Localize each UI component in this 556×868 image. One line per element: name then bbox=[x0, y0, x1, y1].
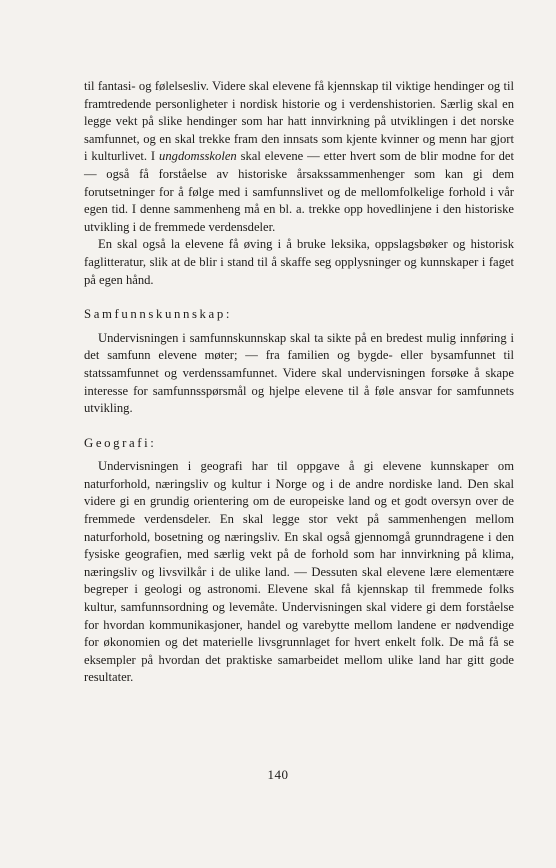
heading-samfunnskunnskap: Samfunnskunnskap: bbox=[84, 307, 232, 322]
page-body bbox=[84, 78, 514, 687]
history-paragraph-2: En skal også la elevene få øving i å bruke leksika, oppslagsbøker og historisk faglitteratur, slik at de blir i stand til å skaffe seg opplysninger og kunnskaper i faget på egen hånd. bbox=[84, 237, 514, 287]
history-paragraph-1: til fantasi- og følelsesliv. Videre skal elevene få kjennskap til viktige hendinger og til framtredende personligheter i nordisk historie og i verdenshistorien. Særlig skal en legge vekt på slike hendinger som har hatt innvirkning på utviklingen i det norske samfunnet, og en skal trekke fram den innsats som kjente kvinner og menn har gjort i kulturlivet. I ungdomsskolen skal elevene — etter hvert som de blir modne for det — også få forståelse av historiske årsakssammenhenger som kan gi dem forutsetninger for å følge med i samfunnslivet og de mellomfolkelige forhold i vår egen tid. I denne sammenheng må en bl. a. trekke opp hovedlinjene i den historiske utvikling i de fremmede verdensdeler. bbox=[84, 79, 514, 234]
samfunnskunnskap-paragraph: Undervisningen i samfunnskunnskap skal ta sikte på en bredest mulig innføring i det samfunn elevene møter; — fra familien og bygde- eller bysamfunnet til statssamfunnet og verdenssamfunnet. Videre skal undervisningen forsøke å skape interesse for samfunnsspørsmål og hjelpe elevene til å føle ansvar for samfunnets utvikling. bbox=[84, 330, 514, 416]
geografi-paragraph: Undervisningen i geografi har til oppgave å gi elevene kunnskaper om naturforhold, næringsliv og kultur i Norge og i de andre nordiske land. Den skal videre gi en grundig orientering om de europeiske land og et godt oversyn over de fremmede verdensdeler. En skal legge stor vekt på sammenhengen mellom naturforhold, bosetning og næringsliv. En skal også gjennomgå grunndragene i den fysiske geografien, med særlig vekt på de forhold som har innvirkning på klima, næringsliv og livsvilkår i de ulike land. — Dessuten skal elevene lære elementære begreper i geologi og astronomi. Elevene skal få kjennskap til fremmede folks kultur, samfunnsordning og levemåte. Undervisningen skal videre gi dem forståelse for hvordan kommunikasjoner, handel og varebytte mellom landene er nødvendige for økonomien og det materielle livsgrunnlaget for hvert enkelt folk. De må få se eksempler på hvordan det praktiske samarbeidet mellom ulike land har gitt gode resultater. bbox=[84, 459, 514, 685]
heading-geografi: Geografi: bbox=[84, 435, 157, 450]
page-number: 140 bbox=[267, 767, 289, 782]
emphasis-ungdomsskolen: ungdomsskolen bbox=[159, 149, 237, 164]
